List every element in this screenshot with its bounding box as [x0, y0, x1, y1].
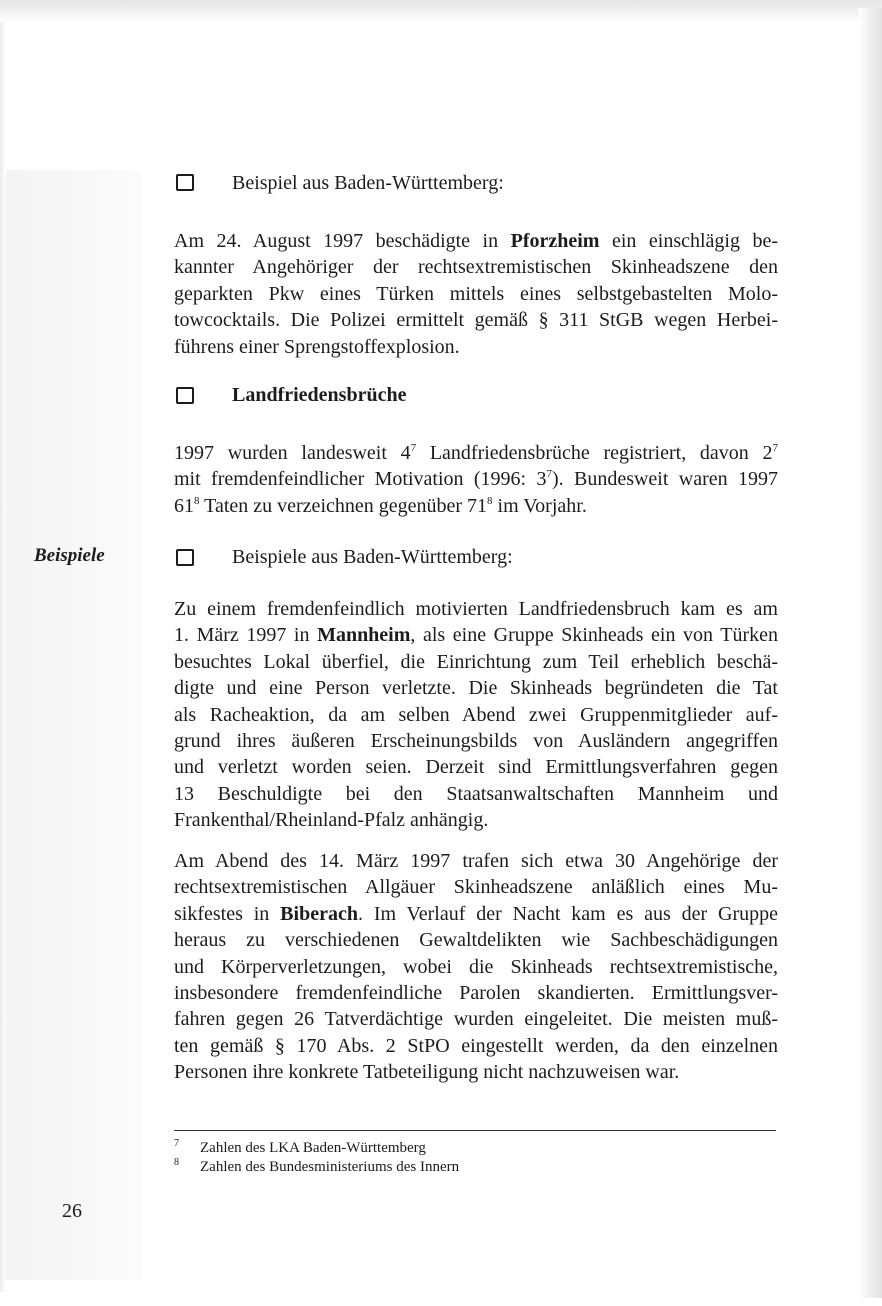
paragraph-line: Am Abend des 14. März 1997 trafen sich etwa 30 Angehörige der — [174, 850, 778, 872]
paragraph-line: insbesondere fremdenfeindliche Parolen skandierten. Ermittlungsver- — [174, 982, 778, 1005]
checkbox-square-icon — [176, 549, 194, 566]
paragraph-line: $61^8$ Taten zu verzeichnen gegenüber $71^8$ im Vorjahr. — [174, 494, 587, 517]
paragraph-line: und Körperverletzungen, wobei die Skinheads rechtsextremistische, — [174, 955, 778, 978]
paragraph-line: Zu einem fremdenfeindlich motivierten Landfriedensbruch kam es am — [174, 598, 778, 620]
scan-right-edge — [858, 8, 882, 1298]
footnote-text: Zahlen des LKA Baden-Württemberg — [200, 1140, 426, 1156]
paragraph-line: digte und eine Person verletzte. Die Skinheads begründeten die Tat — [174, 677, 778, 700]
paragraph-line: besuchtes Lokal überfiel, die Einrichtung zum Teil erheblich beschä- — [174, 650, 778, 673]
footnote-7 — [174, 1138, 426, 1157]
paragraph-line: 1997 wurden landesweit $4^7$ Landfriedensbrüche registriert, davon $2^7$ — [174, 442, 778, 464]
paragraph-line: towcocktails. Die Polizei ermittelt gemäß § 311 StGB wegen Herbei- — [174, 309, 778, 332]
pforzheim-paragraph — [174, 228, 778, 360]
place-pforzheim: Pforzheim — [510, 230, 600, 252]
scan-top-edge — [0, 0, 882, 22]
footnote-ref: 8 — [194, 494, 200, 507]
paragraph-line: sikfestes in Biberach. Im Verlauf der Nacht kam es aus der Gruppe — [174, 902, 779, 925]
paragraph-line: und verletzt worden seien. Derzeit sind Ermittlungsverfahren gegen — [174, 756, 778, 779]
paragraph-line: 1. März 1997 in Mannheim, als eine Gruppe Skinheads ein von Türken — [174, 624, 778, 647]
footnote-ref: 7 — [546, 468, 552, 481]
paragraph-line: 13 Beschuldigte bei den Staatsanwaltschaften Mannheim und — [174, 782, 778, 805]
paragraph-line: Am 24. August 1997 beschädigte in Pforzheim ein einschlägig be- — [174, 230, 779, 252]
biberach-paragraph — [174, 848, 778, 1086]
page-number: 26 — [62, 1200, 82, 1222]
paragraph-line: fahren gegen 26 Tatverdächtige wurden eingeleitet. Die meisten muß- — [174, 1008, 778, 1031]
footnote-ref: 8 — [487, 494, 493, 507]
landfrieden-paragraph — [174, 440, 778, 519]
side-label-beispiele: Beispiele — [34, 545, 105, 566]
paragraph-line: grund ihres äußeren Erscheinungsbilds von Ausländern angegriffen — [174, 730, 778, 753]
landfrieden-heading: Landfriedensbrüche — [232, 384, 407, 406]
paragraph-line: kannter Angehöriger der rechtsextremistischen Skinheadszene den — [174, 256, 778, 279]
footnote-mark: 8 — [174, 1157, 179, 1168]
footnote-ref: 7 — [410, 442, 417, 454]
paragraph-line: als Racheaktion, da am selben Abend zwei Gruppenmitglieder auf- — [174, 703, 778, 726]
checkbox-square-icon — [176, 387, 194, 404]
footnote-divider — [174, 1130, 776, 1131]
margin-column — [6, 170, 142, 1280]
footnote-8 — [174, 1157, 459, 1176]
checkbox-square-icon — [176, 174, 194, 191]
paragraph-line: führens einer Sprengstoffexplosion. — [174, 335, 460, 358]
example1-heading: Beispiel aus Baden-Württemberg: — [232, 172, 504, 194]
place-mannheim: Mannheim — [317, 624, 411, 647]
footnote-text: Zahlen des Bundesministeriums des Innern — [200, 1159, 460, 1175]
paragraph-line: geparkten Pkw eines Türken mittels eines selbstgebastelten Molo- — [174, 282, 778, 305]
paragraph-line: mit fremdenfeindlicher Motivation (1996: $3^7$). Bundesweit waren 1997 — [174, 468, 778, 491]
paragraph-line: heraus zu verschiedenen Gewaltdelikten wie Sachbeschädigungen — [174, 929, 778, 952]
paragraph-line: Personen ihre konkrete Tatbeteiligung nicht nachzuweisen war. — [174, 1061, 680, 1084]
footnote-ref: 7 — [772, 442, 778, 454]
footnote-mark: 7 — [174, 1138, 179, 1149]
paragraph-line: ten gemäß § 170 Abs. 2 StPO eingestellt werden, da den einzelnen — [174, 1034, 778, 1057]
place-biberach: Biberach — [280, 902, 358, 925]
paragraph-line: rechtsextremistischen Allgäuer Skinheadszene anläßlich eines Mu- — [174, 876, 778, 899]
mannheim-paragraph — [174, 596, 778, 834]
paragraph-line: Frankenthal/Rheinland-Pfalz anhängig. — [174, 809, 489, 832]
examples2-heading: Beispiele aus Baden-Württemberg: — [232, 546, 513, 568]
